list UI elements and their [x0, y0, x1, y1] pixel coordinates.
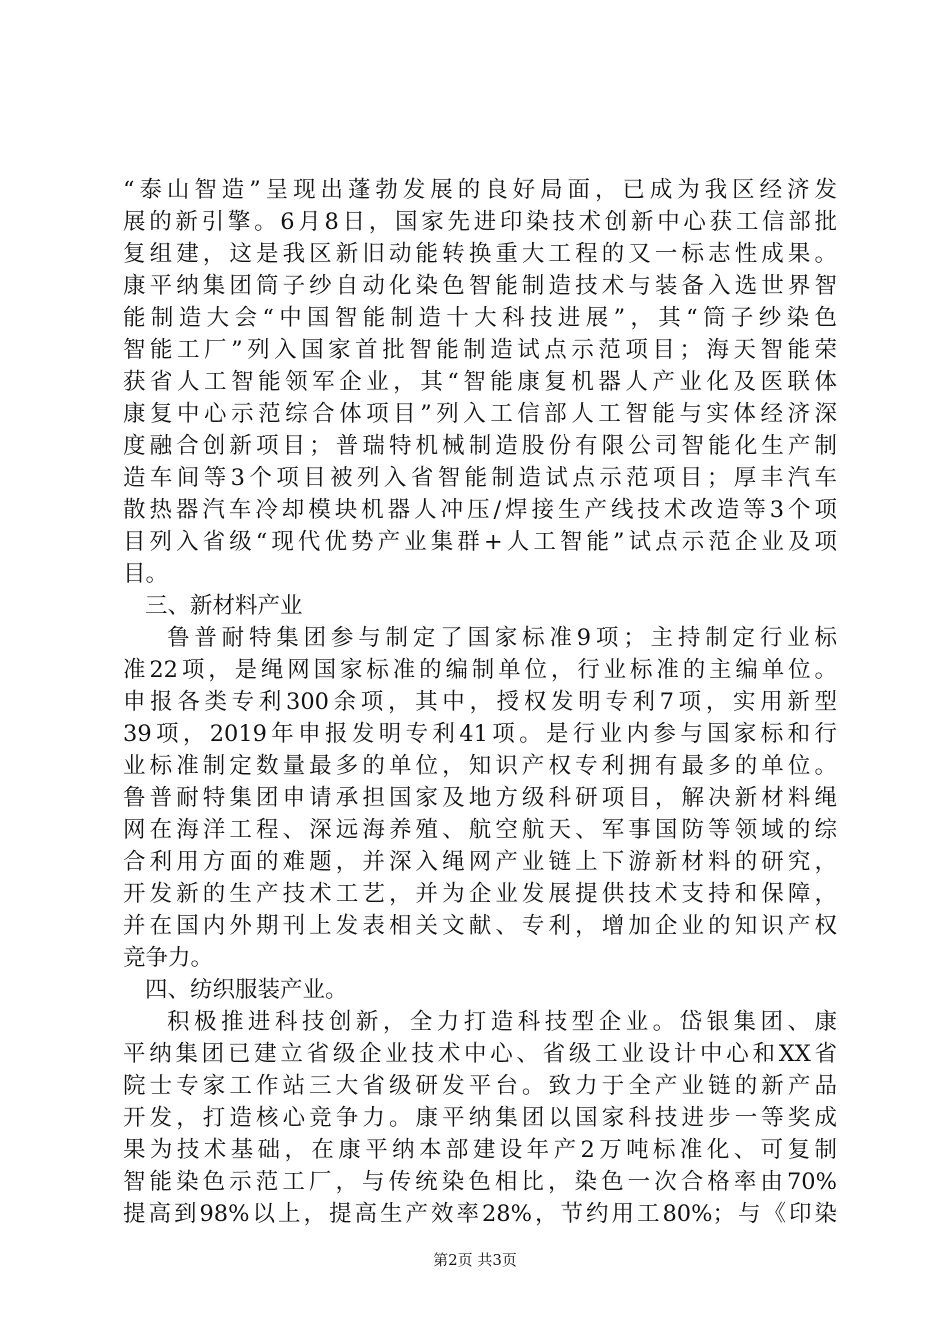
text-line: 开发，打造核心竞争力。康平纳集团以国家科技进步一等奖成: [123, 1105, 837, 1131]
text-line: 散热器汽车冷却模块机器人冲压/焊接生产线技术改造等3个项: [123, 497, 837, 523]
text-line: 院士专家工作站三大省级研发平台。致力于全产业链的新产品: [123, 1073, 837, 1099]
text-line: 康复中心示范综合体项目”列入工信部人工智能与实体经济深: [123, 401, 837, 427]
text-line: 合利用方面的难题，并深入绳网产业链上下游新材料的研究，: [123, 849, 837, 875]
section-heading: 三、新材料产业: [145, 593, 303, 619]
text-line: 果为技术基础，在康平纳本部建设年产2万吨标准化、可复制: [123, 1137, 837, 1163]
text-line: 积极推进科技创新，全力打造科技型企业。岱银集团、康: [167, 1009, 837, 1035]
text-line: 目列入省级“现代优势产业集群+人工智能”试点示范企业及项: [123, 529, 837, 555]
text-line: 智能染色示范工厂，与传统染色相比，染色一次合格率由70%: [123, 1169, 837, 1195]
text-line: 能制造大会“中国智能制造十大科技进展”，其“筒子纱染色: [123, 305, 837, 331]
text-line: 业标准制定数量最多的单位，知识产权专利拥有最多的单位。: [123, 753, 837, 779]
text-line: 准22项，是绳网国家标准的编制单位，行业标准的主编单位。: [123, 657, 837, 683]
text-line: 竞争力。: [123, 945, 214, 971]
text-line: 鲁普耐特集团参与制定了国家标准9项；主持制定行业标: [167, 625, 837, 651]
document-body: [123, 174, 837, 1230]
text-line: 智能工厂”列入国家首批智能制造试点示范项目；海天智能荣: [123, 337, 837, 363]
text-line: 度融合创新项目；普瑞特机械制造股份有限公司智能化生产制: [123, 433, 837, 459]
section-heading: 四、纺织服装产业。: [145, 977, 348, 1003]
text-line: 造车间等3个项目被列入省智能制造试点示范项目；厚丰汽车: [123, 465, 837, 491]
text-line: 申报各类专利300余项，其中，授权发明专利7项，实用新型: [123, 689, 837, 715]
text-line: “泰山智造”呈现出蓬勃发展的良好局面，已成为我区经济发: [123, 177, 837, 203]
text-line: 展的新引擎。6月8日，国家先进印染技术创新中心获工信部批: [123, 209, 837, 235]
text-line: 康平纳集团筒子纱自动化染色智能制造技术与装备入选世界智: [123, 273, 837, 299]
page-footer: 第2页 共3页: [433, 1251, 517, 1269]
text-line: 提高到98%以上，提高生产效率28%，节约用工80%；与《印染: [123, 1201, 837, 1227]
text-line: 目。: [123, 561, 169, 587]
text-line: 开发新的生产技术工艺，并为企业发展提供技术支持和保障，: [123, 881, 837, 907]
text-line: 复组建，这是我区新旧动能转换重大工程的又一标志性成果。: [123, 241, 837, 267]
text-line: 网在海洋工程、深远海养殖、航空航天、军事国防等领域的综: [123, 817, 837, 843]
text-line: 鲁普耐特集团申请承担国家及地方级科研项目，解决新材料绳: [123, 785, 837, 811]
text-line: 平纳集团已建立省级企业技术中心、省级工业设计中心和XX省: [123, 1041, 837, 1067]
text-line: 获省人工智能领军企业，其“智能康复机器人产业化及医联体: [123, 369, 837, 395]
text-line: 39项，2019年申报发明专利41项。是行业内参与国家标和行: [123, 721, 837, 747]
text-line: 并在国内外期刊上发表相关文献、专利，增加企业的知识产权: [123, 913, 837, 939]
